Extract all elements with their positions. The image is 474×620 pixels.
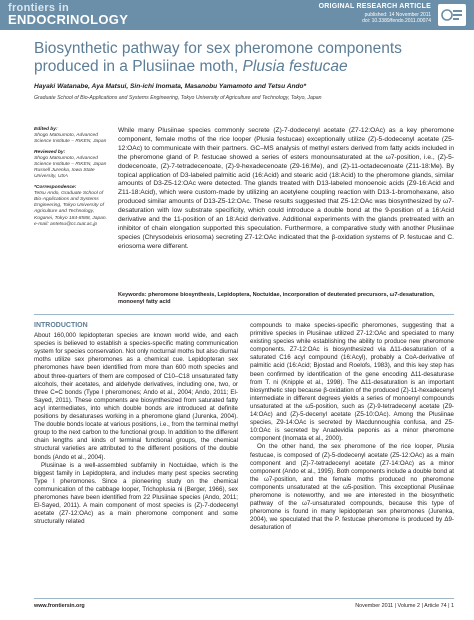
journal-header-bar: [0, 0, 474, 30]
published-date: published: 14 November 2011: [364, 12, 431, 18]
open-access-badge-icon: [438, 4, 466, 26]
title-species: Plusia festucae: [242, 58, 348, 75]
correspondence-heading: *Correspondence:: [34, 184, 77, 190]
article-type-label: ORIGINAL RESEARCH ARTICLE: [318, 3, 431, 10]
abstract-text: While many Plusiinae species commonly secrete (Z)-7-dodecenyl acetate (Z7-12:OAc) as a key pheromone component, female moths of the rice looper (Plusia festucae) exceptionally utilize (Z)-5-dodecenyl acetate (Z5-12:OAc) to communicate with their partners. GC–MS analysis of methyl esters derived from fatty acids included in the pheromone gland of P. festucae showed a series of esters monounsaturated at the ω7-position, i.e., (Z)-5-dodecenoate, (Z)-7-tetradecenoate, (Z)-9-hexadecenoate (Z9-16:Me), and (Z)-11-octadecenoate (Z11-18:Me). By topical application of D3-labeled palmitic acid (16:Acid) and stearic acid (18:Acid) to the pheromone glands, similar amounts of D3-Z5-12:OAc were detected. The glands treated with D13-labeled monoenoic acids (Z9-16:Acid and Z11-18:Acid), which were custom-made by utilizing an acetylene coupling reaction with D13-1-bromohexane, also produced similar amounts of D13-Z5-12:OAc. These results suggested that Z5-12:OAc was biosynthesized by ω7-desaturation with low substrate specificity, which could introduce a double bond at the 9-position of a 16:Acid derivative and the 11-position of an 18:Acid derivative. Additional experiments with the glands pretreated with an inhibitor of chain elongation supported this speculation. Furthermore, a comparative study with another Plusiinae species (Chrysodeixis eriosoma) secreting Z7-12:OAc indicated that the β-oxidation systems of P. festucae and C. eriosoma were different.: [118, 127, 454, 250]
editorial-sidebar: [34, 127, 109, 232]
body-column-right: [250, 322, 454, 532]
correspondence-text: Tetsu Ando, Graduate School of Bio-Applications and Systems Engineering, Tokyo University of Agriculture and Technology, Koganei, Tokyo 184-8588, Japan. e-mail: antetsu@cc.tuat.ac.jp: [34, 190, 107, 227]
keywords-label: Keywords:: [118, 292, 147, 298]
footer-site-link[interactable]: www.frontiersin.org: [34, 603, 85, 609]
introduction-heading: INTRODUCTION: [34, 322, 88, 329]
affiliation: Graduate School of Bio-Applications and Systems Engineering, Tokyo University of Agriculture and Technology, Tokyo, Japan: [34, 95, 322, 101]
intro-paragraph-2: Plusiinae is a well-assembled subfamily in Noctuidae, which is the biggest family in Lepidoptera, and includes many pest species secreting Type I pheromones. Since a pioneering study on the chemical communication of the cabbage looper, Trichoplusia ni (Berger, 1966), sex pheromones have been identified from 22 Plusiinae species (Ando, 2011; El-Sayed, 2011). A main component of most species is (Z)-7-dodecenyl acetate (Z7-12:OAc) as a main pheromone component and some structurally related: [34, 461, 238, 526]
brand-line-1: frontiers in: [8, 2, 70, 14]
intro-paragraph-3: compounds to make species-specific pheromones, suggesting that a primitive species in Plusiinae utilized Z7-12:OAc and speciated to many existing species while establishing the ability to produce new pheromone components. Z7-12:OAc is biosynthesized via Δ11-desaturation of a saturated C16 acyl compound (16:Acyl), probably a CoA-derivative of palmitic acid (16:Acid; Bjostad and Roelofs, 1983), and this key step has been confirmed by identification of the gene encoding Δ11-desaturase from T. ni (Knipple et al., 1998). The Δ11-desaturation is an important biosynthetic step because β-oxidation of the produced (Z)-11-hexadecenyl intermediate in different degrees yields a series of monoenyl compounds unsaturated at the ω5-position, such as (Z)-9-tetradecenyl acetate (Z9-14:OAc) and (Z)-5-decenyl acetate (Z5-10:OAc). Among the Plusiinae species, Z9-14:OAc is secreted by Macdunnoughia confusa, and Z5-10:OAc is secreted by Anadevidia peponis as a minor pheromone component (Inomata et al., 2000).: [250, 322, 454, 443]
edited-by-text: Shogo Matsumoto, Advanced Science Institute – RIKEN, Japan: [34, 133, 107, 145]
journal-brand[interactable]: [8, 3, 128, 25]
reviewed-by-block: [34, 150, 109, 181]
keywords-text: pheromone biosynthesis, Lepidoptera, Noctuidae, incorporation of deuterated precursors, ω7-desaturation, monoenyl fatty acid: [118, 292, 435, 305]
reviewed-by-text: Shogo Matsumoto, Advanced Science Institute – RIKEN, Japan Russell Jurenka, Iowa State University, USA: [34, 155, 107, 180]
doi-link[interactable]: doi: 10.3389/fendo.2011.00074: [362, 18, 431, 24]
section-divider: [34, 314, 454, 315]
article-title: [34, 40, 454, 76]
body-column-left: [34, 322, 238, 526]
reviewed-by-heading: Reviewed by:: [34, 149, 66, 155]
footer-divider: [34, 598, 454, 599]
edited-by-block: [34, 127, 109, 146]
edited-by-heading: Edited by:: [34, 127, 58, 132]
publication-info: [362, 12, 431, 24]
keywords-line: [118, 292, 454, 306]
intro-paragraph-4: On the other hand, the sex pheromone of the rice looper, Plusia festucae, is composed of (Z)-5-dodecenyl acetate (Z5-12:OAc) as a main component and (Z)-7-tetradecenyl acetate (Z7-14:OAc) as a minor component (Ando et al., 1995). Both components include a double bond at the ω7-position, and the female moths produced no pheromone components unsaturated at the ω5-position. This exceptional Plusiinae pheromone is noteworthy, and we are interested in the biosynthetic pathway of the ω7-unsaturated compounds, because this type of pheromone is found in many lepidopteran sex pheromones (Jurenka, 2004), we speculated that the P. festucae pheromone is produced by Δ9-desaturation of: [250, 443, 454, 532]
footer-citation: November 2011 | Volume 2 | Article 74 | 1: [355, 603, 454, 609]
author-list: Hayaki Watanabe, Aya Matsui, Sin-ichi Inomata, Masanobu Yamamoto and Tetsu Ando*: [34, 83, 307, 90]
correspondence-block: [34, 185, 109, 228]
brand-line-2: ENDOCRINOLOGY: [8, 12, 129, 27]
intro-paragraph-1: About 160,000 lepidopteran species are known world wide, and each species is believed to establish a species-specific mating communication system for species conservation. Not only nocturnal moths but also diurnal moths utilize sex pheromones as a chemical cue. Lepidopteran sex pheromones have been identified from more than 600 moth species and about three-quarters of them are composed of C10–C18 unsaturated fatty alcohols, their acetates, and aldehyde derivatives, including one, two, or three C=C bonds (Type I pheromones; Ando et al., 2004; Ando, 2011; El-Sayed, 2011). These components are biosynthesized from saturated fatty acyl intermediates, into which double bonds are introduced at definite positions by desaturases working in a pheromone gland (Jurenka, 2004). The double bonds locate at various positions, i.e., from the terminal methyl group to the next carbon to the functional group. In addition to the different chain lengths and kinds of terminal functional groups, the chemical structural varieties are attributed to the different positions of the double bonds (Ando et al., 2004).: [34, 332, 238, 461]
title-main: Biosynthetic pathway for sex pheromone components produced in a Plusiinae moth,: [34, 40, 402, 75]
